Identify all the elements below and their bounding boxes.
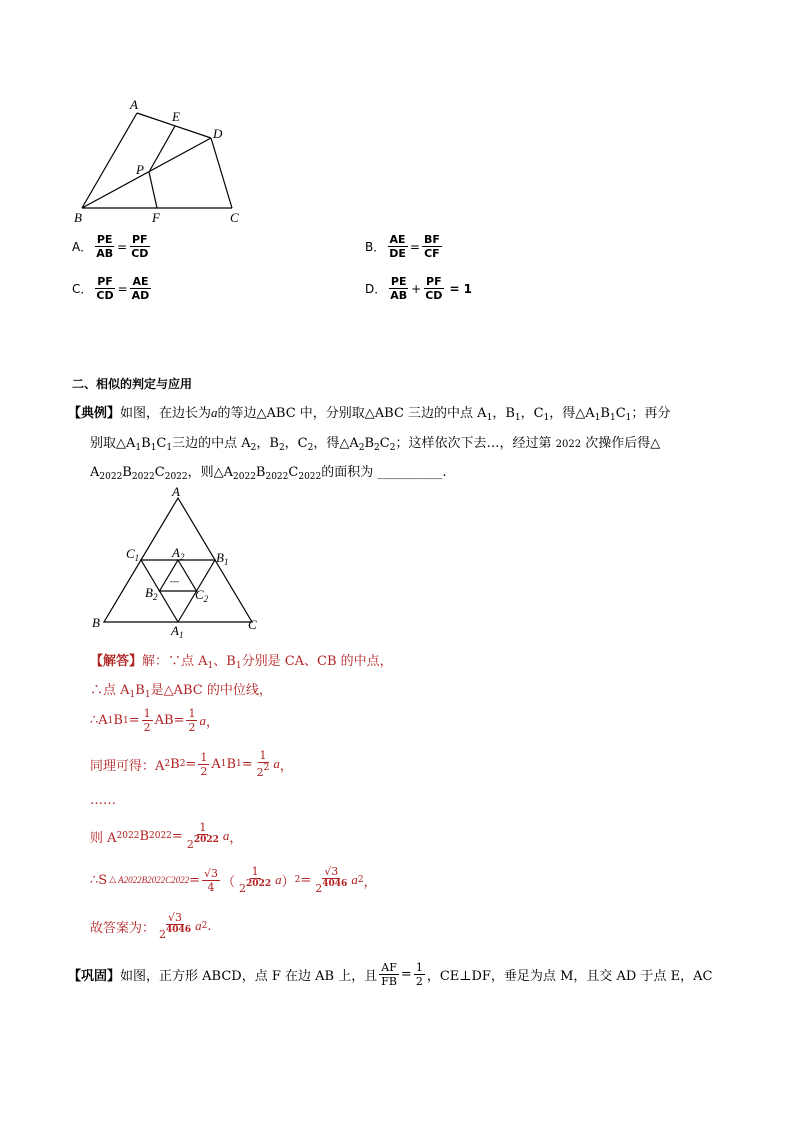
option-c[interactable]: C． $\frac{PF}{CD}$ = $\frac{AE}{AD}$ — [72, 275, 150, 302]
figure-nested-triangles — [88, 484, 268, 640]
solution-ellipsis: …… — [90, 793, 116, 808]
example-line-2: 别取$\triangle A_1B_1C_1$三边的中点 $A_2$，$B_2$，$C_2$，得$\triangle A_2B_2C_2$；这样依次下去…，经过第 2022 次操作后得△ — [90, 436, 661, 453]
option-a[interactable]: A． $\frac{PE}{AB}$ = $\frac{PF}{CD}$ — [72, 233, 149, 260]
solution-line-2: ∴点 $A_1B_1$是△ABC 的中位线， — [90, 683, 272, 700]
label-D: D — [213, 126, 223, 141]
solution-line-1: 【解答】解：∵点 $A_1$、$B_1$分别是 CA、CB 的中点， — [90, 654, 393, 671]
label-B1: $B_1$ — [216, 550, 229, 567]
label-B: B — [92, 615, 100, 630]
label-E: E — [172, 109, 180, 124]
option-b[interactable]: B． $\frac{AE}{DE}$ = $\frac{BF}{CF}$ — [365, 233, 440, 260]
label-C1: $C_1$ — [126, 546, 140, 563]
solution-line-4: 同理可得：A 2 B 2 = $\frac{1}{2}$ A 1 B 1 = $\frac{1}{2^2}$ a ， — [90, 749, 293, 779]
label-A2: $A_2$ — [172, 545, 185, 562]
figure-quadrilateral — [70, 95, 260, 230]
label-C2: $C_2$ — [195, 587, 209, 604]
label-A: A — [172, 484, 180, 499]
label-C: C — [248, 617, 257, 632]
consolidate-line: 【巩固】 如图，正方形 ABCD，点 F 在边 AB 上，且 $\frac{AF}{FB}$ = $\frac{1}{2}$ ，CE⊥DF，垂足为点 M，且交 AD 于点 E，AC — [68, 961, 713, 988]
label-C: C — [230, 210, 239, 225]
label-A1: $A_1$ — [171, 623, 184, 640]
label-B: B — [74, 210, 82, 225]
solution-line-8: 故答案为： $\frac{√3}{2^{4046}}$ a 2 . — [90, 911, 212, 941]
side-DC — [211, 138, 232, 208]
segment-PF — [149, 172, 157, 208]
example-line-1: 【典例】如图，在边长为a的等边△ABC 中，分别取△ABC 三边的中点 $A_1$，$B_1$，$C_1$，得$\triangle A_1B_1C_1$；再分 — [68, 405, 671, 423]
label-F: F — [152, 210, 160, 225]
solution-line-3: ∴A 1 B 1 = $\frac{1}{2}$ AB = $\frac{1}{2}$ a ， — [90, 707, 219, 734]
section-title: 二、相似的判定与应用 — [72, 377, 193, 391]
label-B2: $B_2$ — [145, 585, 158, 602]
answer-blank[interactable]: __________ — [377, 465, 443, 480]
label-A: A — [130, 97, 138, 112]
option-d[interactable]: D． $\frac{PE}{AB}$ + $\frac{PF}{CD}$ = 1 — [365, 275, 473, 302]
solution-line-6: 则 A 2022 B 2022 = $\frac{1}{2^{2022}}$ a ， — [90, 821, 243, 851]
ellipsis-dots: --- — [170, 576, 179, 586]
segment-BD — [82, 138, 211, 208]
example-line-3: $A_{2022}B_{2022}C_{2022}$，则$\triangle A_{2022}B_{2022}C_{2022}$的面积为 __________. — [90, 465, 447, 482]
solution-line-7: ∴S △ A2022B2022C2022 = $\frac{√3}{4}$ （ $\frac{1}{2^{2022}}$ a ） 2 = $\frac{√3}{2^{4046}}$ a 2 ， — [90, 865, 377, 895]
label-P: P — [136, 162, 144, 177]
